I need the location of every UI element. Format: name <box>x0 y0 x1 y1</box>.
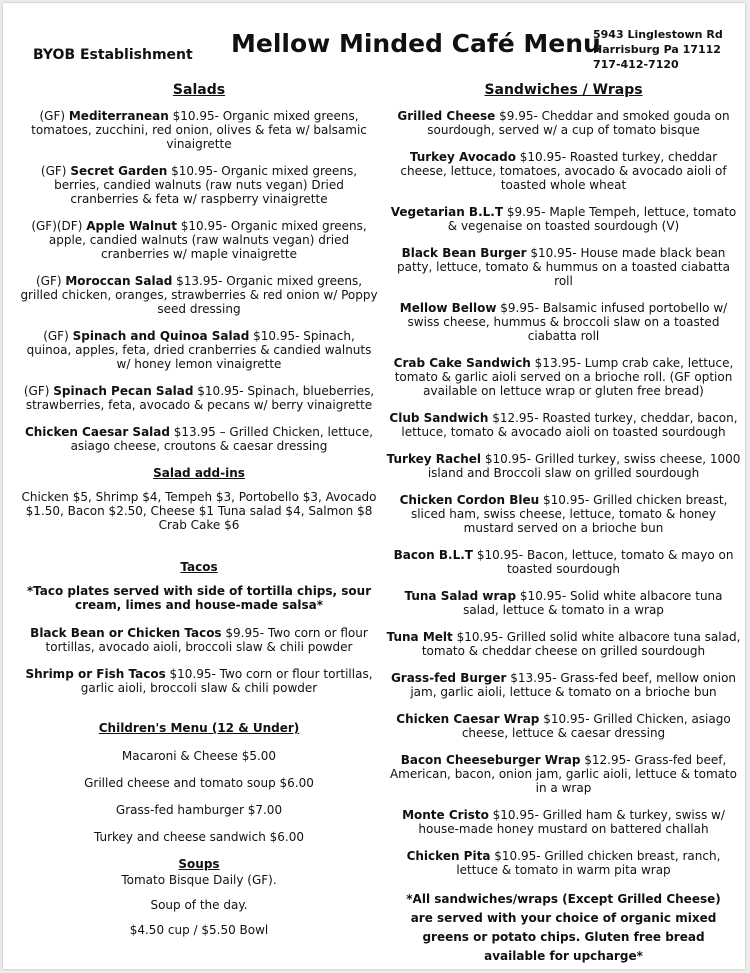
item-description: $10.95- House made black bean patty, lettuce, tomato & hummus on a toasted ciabatta roll <box>397 246 730 288</box>
item-name: Chicken Cordon Bleu <box>399 493 540 507</box>
item-description: $10.95- Organic mixed greens, tomatoes, zucchini, red onion, olives & feta w/ balsamic vinaigrette <box>31 109 367 151</box>
item-description: $10.95- Roasted turkey, cheddar cheese, lettuce, tomatoes, avocado & avocado aioli of toasted whole wheat <box>400 150 727 192</box>
childrens-item: Macaroni & Cheese $5.00 <box>121 749 277 763</box>
menu-item <box>386 630 741 658</box>
menu-item <box>19 667 379 695</box>
item-description: $10.95- Grilled turkey, swiss cheese, 1000 island and Broccoli slaw on grilled sourdough <box>427 452 741 480</box>
childrens-item: Grass-fed hamburger $7.00 <box>115 803 283 817</box>
item-name: Chicken Caesar Salad <box>24 425 170 439</box>
menu-item <box>386 150 741 192</box>
address-line1: 5943 Linglestown Rd <box>593 28 723 41</box>
menu-item <box>386 753 741 795</box>
left-column <box>19 83 379 948</box>
item-description: $13.95 – Grilled Chicken, lettuce, asiago cheese, croutons & caesar dressing <box>70 425 374 453</box>
item-name: Tuna Melt <box>386 630 453 644</box>
menu-item <box>386 589 741 617</box>
soup-line: Soup of the day. <box>150 898 248 912</box>
menu-item <box>386 808 741 836</box>
menu-item <box>386 411 741 439</box>
item-description: $10.95- Grilled Chicken, asiago cheese, lettuce & caesar dressing <box>461 712 731 740</box>
item-name: Spinach Pecan Salad <box>53 384 194 398</box>
menu-item <box>19 329 379 371</box>
item-description: $10.95- Spinach, quinoa, apples, feta, dried cranberries & candied walnuts w/ honey lemon vinaigrette <box>26 329 372 371</box>
diet-tags: (GF) <box>35 274 66 288</box>
addins-heading: Salad add-ins <box>153 466 245 480</box>
item-description: $13.95- Lump crab cake, lettuce, tomato & garlic aioli served on a brioche roll. (GF option available on lettuce wrap or gluten free bread) <box>394 356 734 398</box>
tacos-note: *Taco plates served with side of tortilla chips, sour cream, limes and house-made salsa* <box>26 584 372 612</box>
sandwiches-footer-note: *All sandwiches/wraps (Except Grilled Cheese) are served with your choice of organic mixed greens or potato chips. Gluten free bread available for upcharge* <box>406 892 721 963</box>
item-name: Mediterranean <box>68 109 169 123</box>
menu-item <box>386 712 741 740</box>
menu-item <box>19 109 379 151</box>
salads-heading: Salads <box>172 82 226 98</box>
menu-item <box>386 493 741 535</box>
menu-item <box>386 246 741 288</box>
item-description: $10.95- Grilled chicken breast, ranch, lettuce & tomato in warm pita wrap <box>456 849 721 877</box>
diet-tags: (GF) <box>23 384 54 398</box>
children-heading: Children's Menu (12 & Under) <box>98 721 300 735</box>
contact-info <box>593 27 723 72</box>
item-name: Chicken Pita <box>406 849 491 863</box>
item-name: Turkey Avocado <box>409 150 516 164</box>
menu-page <box>3 3 745 969</box>
tacos-list <box>19 626 379 695</box>
item-description: $9.95- Cheddar and smoked gouda on sourdough, served w/ a cup of tomato bisque <box>427 109 730 137</box>
item-name: Club Sandwich <box>389 411 489 425</box>
menu-item <box>19 219 379 261</box>
item-description: $10.95- Two corn or flour tortillas, garlic aioli, broccoli slaw & chili powder <box>80 667 373 695</box>
item-description: $10.95- Grilled solid white albacore tuna salad, tomato & cheddar cheese on grilled sourdough <box>421 630 741 658</box>
item-description: $9.95- Two corn or flour tortillas, avocado aioli, broccoli slaw & chili powder <box>45 626 368 654</box>
children-list <box>19 749 379 844</box>
diet-tags: (GF) <box>40 164 71 178</box>
item-name: Bacon B.L.T <box>393 548 473 562</box>
childrens-item: Grilled cheese and tomato soup $6.00 <box>84 776 314 790</box>
item-description: $10.95- Grilled chicken breast, sliced ham, swiss cheese, lettuce, tomato & honey mustard served on a brioche bun <box>410 493 728 535</box>
salads-list <box>19 109 379 453</box>
right-column <box>386 83 741 966</box>
diet-tags: (GF) <box>39 109 69 123</box>
menu-item <box>386 301 741 343</box>
item-description: $10.95- Spinach, blueberries, strawberries, feta, avocado & pecans w/ berry vinaigrette <box>25 384 375 412</box>
item-name: Turkey Rachel <box>386 452 481 466</box>
menu-item <box>386 205 741 233</box>
diet-tags: (GF)(DF) <box>31 219 87 233</box>
phone-number: 717-412-7120 <box>593 58 679 71</box>
addins-text: Chicken $5, Shrimp $4, Tempeh $3, Portobello $3, Avocado $1.50, Bacon $2.50, Cheese $1 Tuna salad $4, Salmon $8 Crab Cake $6 <box>21 490 377 532</box>
childrens-item: Turkey and cheese sandwich $6.00 <box>93 830 305 844</box>
soups-heading: Soups <box>178 857 220 871</box>
address-line2: Harrisburg Pa 17112 <box>593 43 721 56</box>
item-description: $10.95- Bacon, lettuce, tomato & mayo on toasted sourdough <box>473 548 734 576</box>
menu-item <box>386 109 741 137</box>
item-name: Mellow Bellow <box>399 301 497 315</box>
menu-item <box>386 356 741 398</box>
item-name: Grass-fed Burger <box>390 671 507 685</box>
sandwiches-heading: Sandwiches / Wraps <box>484 82 643 98</box>
item-name: Black Bean Burger <box>401 246 527 260</box>
item-name: Chicken Caesar Wrap <box>396 712 540 726</box>
item-name: Moroccan Salad <box>65 274 173 288</box>
menu-item <box>386 671 741 699</box>
item-description: $12.95- Roasted turkey, cheddar, bacon, lettuce, tomato & avocado aioli on toasted sourdough <box>401 411 738 439</box>
menu-item <box>386 452 741 480</box>
item-description: $12.95- Grass-fed beef, American, bacon, onion jam, garlic aioli, lettuce & tomato in a wrap <box>389 753 738 795</box>
menu-item <box>19 626 379 654</box>
item-name: Bacon Cheeseburger Wrap <box>400 753 581 767</box>
menu-item <box>386 849 741 877</box>
item-name: Vegetarian B.L.T <box>390 205 504 219</box>
item-description: $9.95- Maple Tempeh, lettuce, tomato & vegenaise on toasted sourdough (V) <box>447 205 737 233</box>
item-name: Apple Walnut <box>86 219 177 233</box>
item-description: $9.95- Balsamic infused portobello w/ swiss cheese, hummus & broccoli slaw on a toasted ciabatta roll <box>407 301 728 343</box>
item-description: $10.95- Solid white albacore tuna salad, lettuce & tomato in a wrap <box>463 589 723 617</box>
item-description: $10.95- Grilled ham & turkey, swiss w/ house-made honey mustard on battered challah <box>418 808 725 836</box>
menu-item <box>19 164 379 206</box>
diet-tags: (GF) <box>43 329 73 343</box>
soups-list <box>19 873 379 937</box>
item-name: Black Bean or Chicken Tacos <box>30 626 222 640</box>
menu-title: Mellow Minded Café Menu <box>231 29 601 58</box>
item-description: $10.95- Organic mixed greens, apple, candied walnuts (raw walnuts vegan) dried cranberries w/ maple vinaigrette <box>48 219 367 261</box>
item-name: Monte Cristo <box>402 808 489 822</box>
item-name: Crab Cake Sandwich <box>393 356 531 370</box>
menu-item <box>19 274 379 316</box>
item-name: Shrimp or Fish Tacos <box>25 667 166 681</box>
tacos-heading: Tacos <box>180 560 218 574</box>
item-name: Tuna Salad wrap <box>404 589 517 603</box>
item-description: $10.95- Organic mixed greens, berries, candied walnuts (raw nuts vegan) Dried cranberries & feta w/ raspberry vinaigrette <box>54 164 358 206</box>
item-name: Grilled Cheese <box>397 109 496 123</box>
item-name: Spinach and Quinoa Salad <box>72 329 250 343</box>
byob-label: BYOB Establishment <box>33 47 193 63</box>
menu-item <box>19 384 379 412</box>
soup-line: $4.50 cup / $5.50 Bowl <box>129 923 269 937</box>
item-description: $13.95- Grass-fed beef, mellow onion jam, garlic aioli, lettuce & tomato on a brioche bun <box>410 671 737 699</box>
sandwich-list <box>386 109 741 877</box>
item-name: Secret Garden <box>70 164 168 178</box>
soup-line: Tomato Bisque Daily (GF). <box>121 873 277 887</box>
menu-item <box>386 548 741 576</box>
item-description: $13.95- Organic mixed greens, grilled chicken, oranges, strawberries & red onion w/ Poppy seed dressing <box>20 274 378 316</box>
menu-item <box>19 425 379 453</box>
